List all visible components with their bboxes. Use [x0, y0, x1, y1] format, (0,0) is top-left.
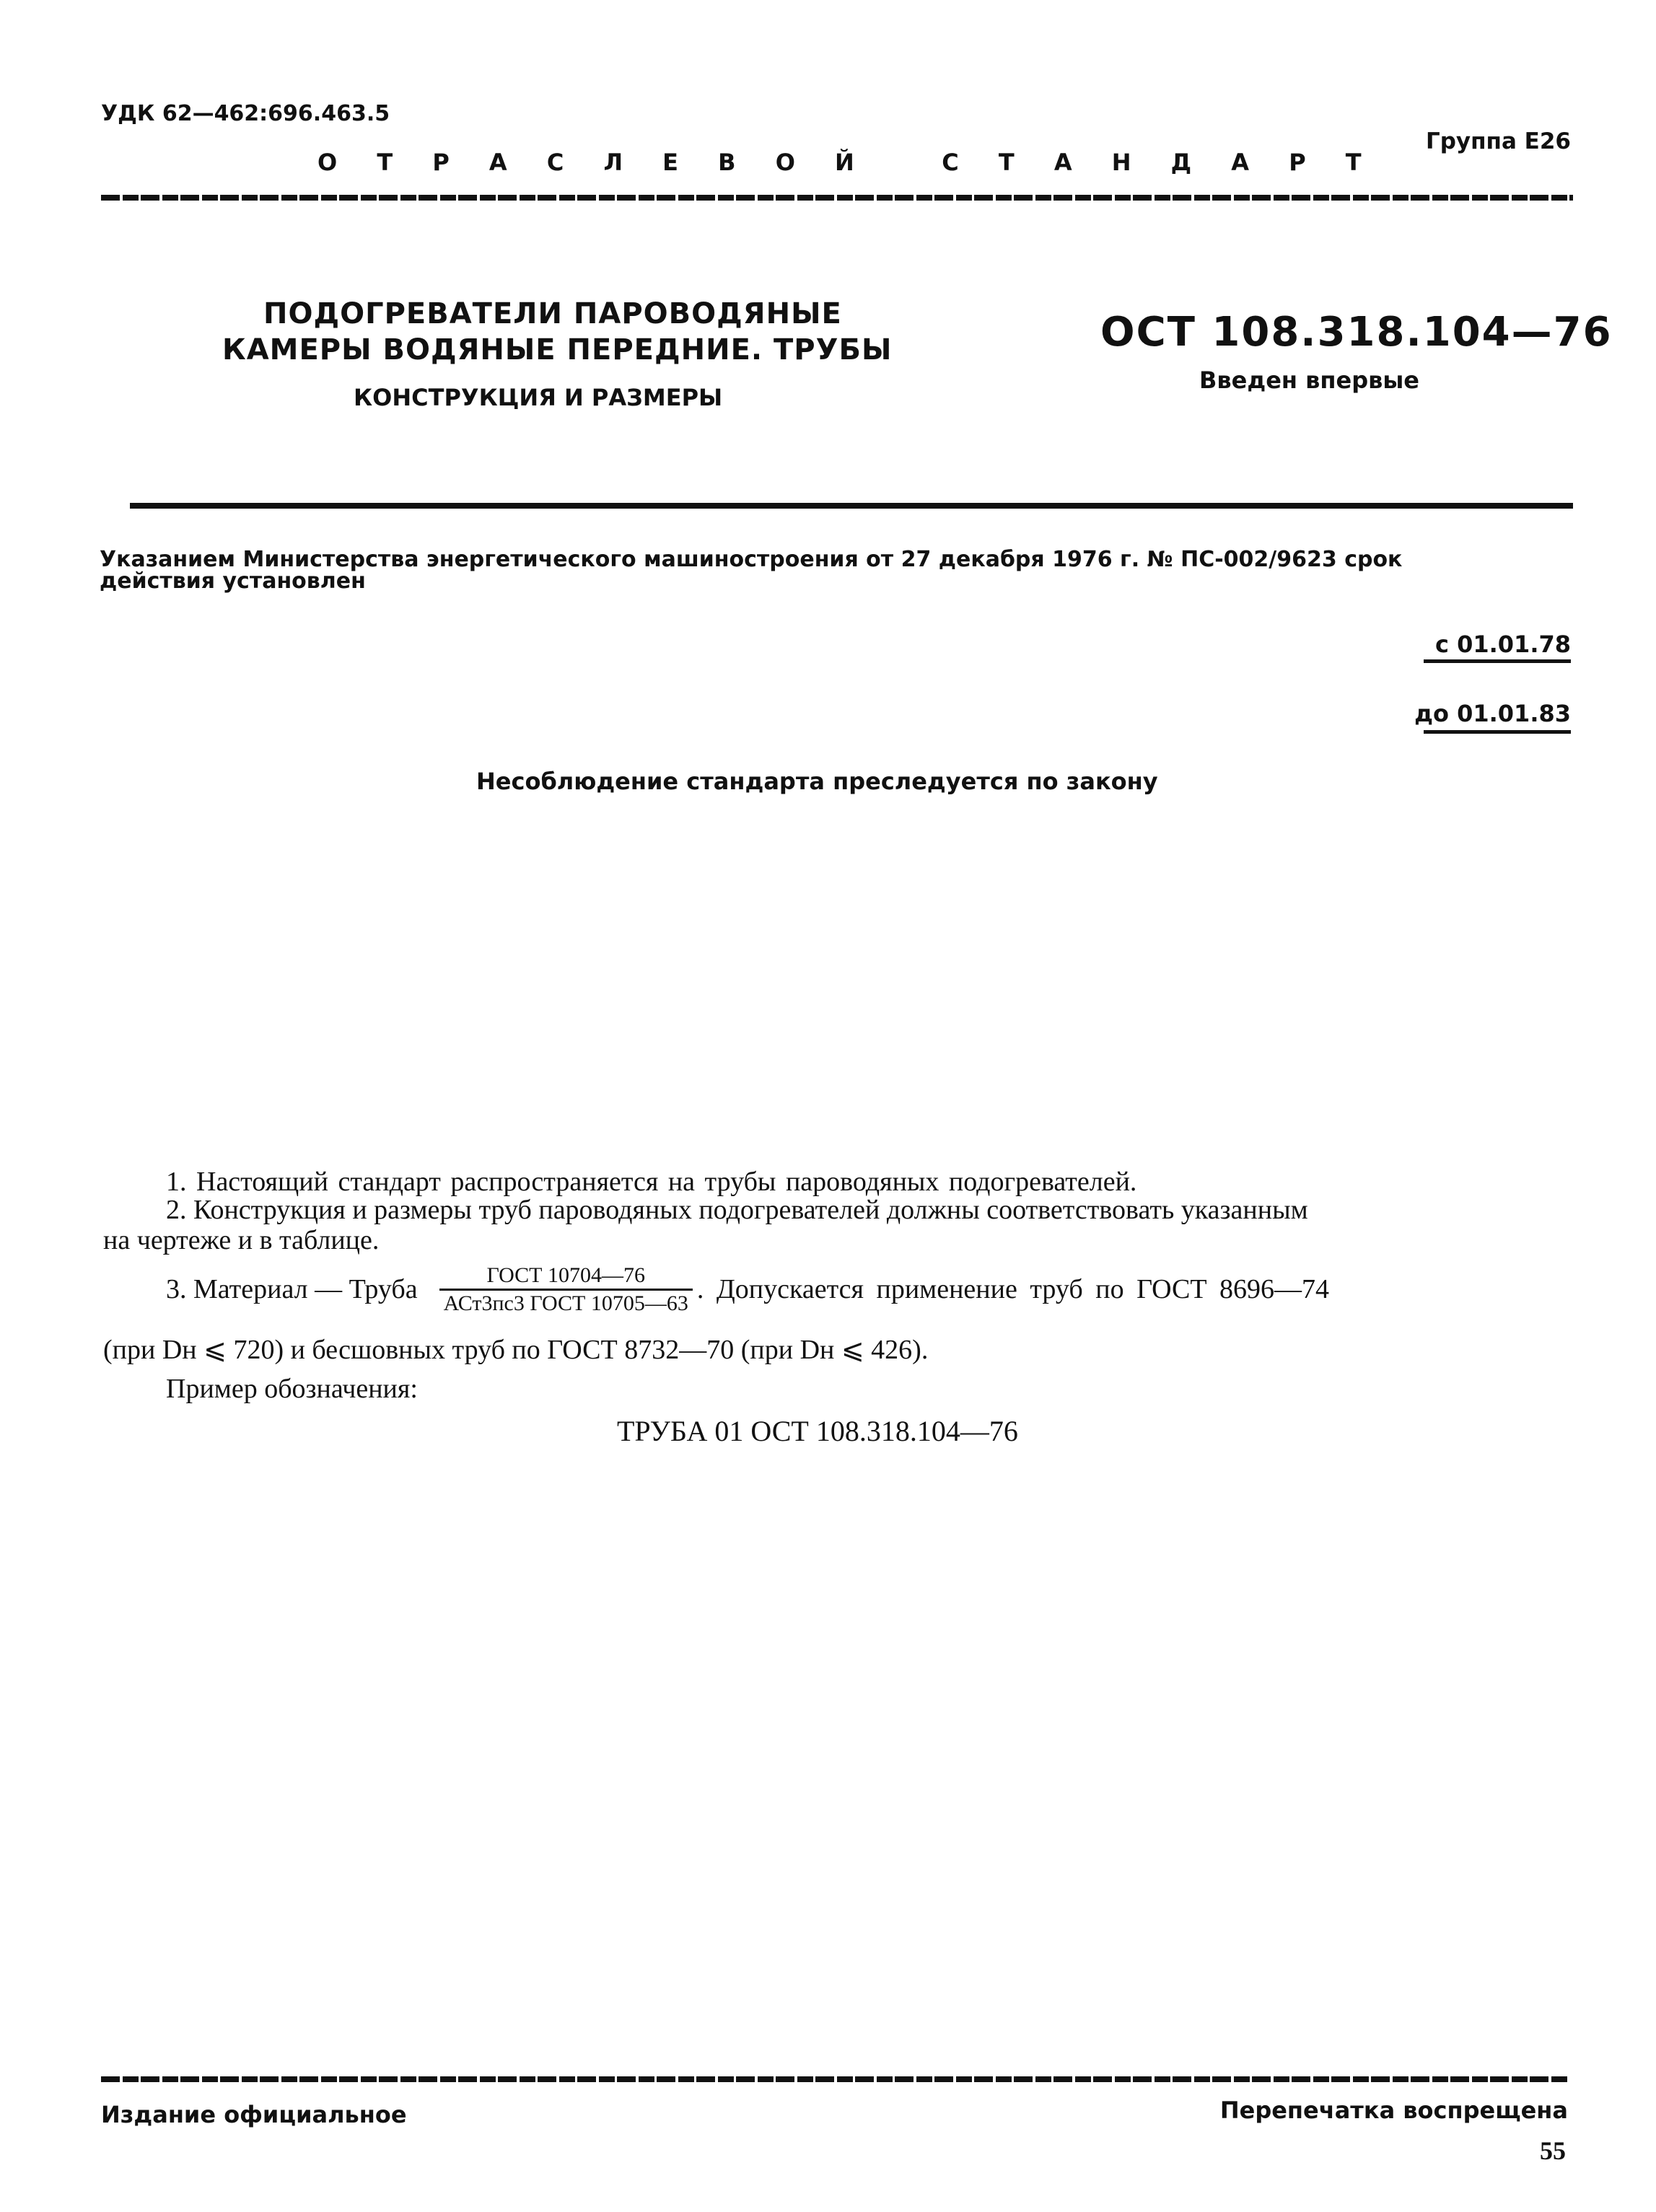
title-divider	[130, 503, 1573, 509]
valid-from-date: с 01.01.78	[1434, 631, 1571, 658]
official-edition-label: Издание официальное	[101, 2101, 407, 2128]
material-fraction	[439, 1264, 693, 1315]
footer-rule	[101, 2076, 1569, 2082]
paragraph-2-line-1: 2. Конструкция и размеры труб пароводяных подогревателей должны соответствовать указанным	[166, 1195, 1308, 1225]
material-fraction-numerator: ГОСТ 10704—76	[486, 1263, 645, 1287]
material-fraction-denominator: АСт3пс3 ГОСТ 10705—63	[443, 1291, 688, 1315]
title-line-1: ПОДОГРЕВАТЕЛИ ПАРОВОДЯНЫЕ	[263, 297, 842, 330]
example-designation: ТРУБА 01 ОСТ 108.318.104—76	[617, 1415, 1018, 1447]
paragraph-3-line-2: (при Dн ⩽ 720) и бесшовных труб по ГОСТ 8732—70 (при Dн ⩽ 426).	[103, 1335, 929, 1365]
valid-to-date: до 01.01.83	[1414, 700, 1571, 727]
paragraph-1: 1. Настоящий стандарт распространяется на трубы пароводяных подогревателей.	[166, 1167, 1137, 1197]
udk-code: УДК 62—462:696.463.5	[101, 101, 390, 126]
reprint-prohibited-label: Перепечатка воспрещена	[1219, 2097, 1568, 2124]
standard-designation: ОСТ 108.318.104—76	[1100, 309, 1613, 356]
paragraph-3-line-1	[166, 1264, 1329, 1315]
example-label: Пример обозначения:	[166, 1374, 418, 1404]
order-text-line-1: Указанием Министерства энергетического машиностроения от 27 декабря 1976 г. № ПС-002/9623 срок	[100, 547, 1403, 572]
valid-from-underline	[1424, 659, 1571, 663]
material-rest: . Допускается применение труб по ГОСТ 8696—74	[696, 1274, 1330, 1304]
group-label: Группа Е26	[1425, 128, 1571, 154]
material-lead: 3. Материал — Труба	[166, 1274, 418, 1304]
order-text-line-2: действия установлен	[100, 569, 366, 594]
legal-warning: Несоблюдение стандарта преследуется по закону	[476, 768, 1158, 795]
first-introduced-note: Введен впервые	[1199, 367, 1419, 394]
fraction-bar	[439, 1289, 693, 1291]
title-line-3: КОНСТРУКЦИЯ И РАЗМЕРЫ	[354, 384, 723, 411]
valid-to-underline	[1424, 730, 1571, 734]
page-number: 55	[1540, 2136, 1566, 2165]
paragraph-2-line-2: на чертеже и в таблице.	[103, 1225, 380, 1255]
standard-band-title: О Т Р А С Л Е В О Й С Т А Н Д А Р Т	[317, 149, 1377, 176]
header-rule	[101, 195, 1573, 201]
title-line-2: КАМЕРЫ ВОДЯНЫЕ ПЕРЕДНИЕ. ТРУБЫ	[222, 333, 893, 367]
